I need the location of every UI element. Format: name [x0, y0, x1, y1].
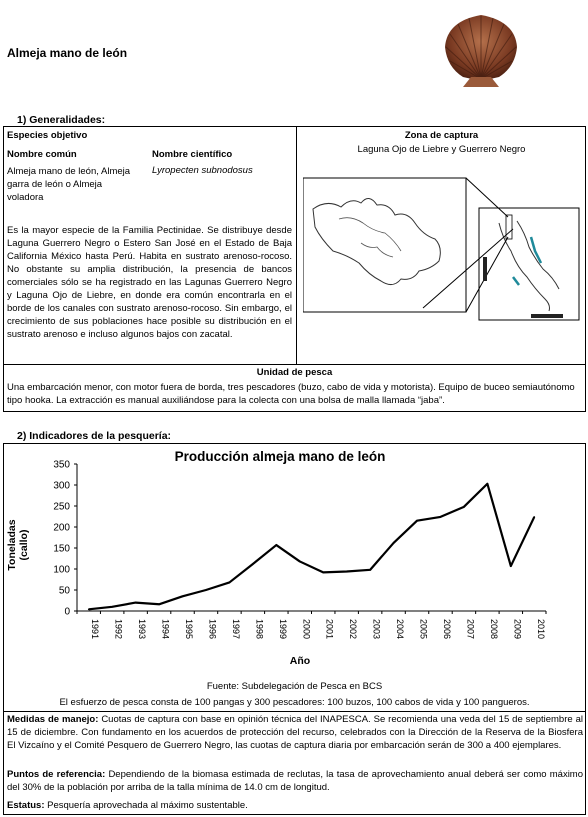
scallop-shell-image — [441, 7, 521, 89]
chart-x-axis-label: Año — [289, 655, 311, 667]
unit-label: Unidad de pesca — [256, 367, 333, 378]
chart-y-tick-label: 200 — [53, 522, 70, 534]
section-1-heading: 1) Generalidades: — [17, 114, 106, 126]
chart-data-point — [111, 606, 113, 608]
chart-y-tick-label: 250 — [53, 501, 70, 513]
source-note: Fuente: Subdelegación de Pesca en BCS — [206, 681, 383, 692]
species-label: Especies objetivo — [7, 130, 88, 141]
common-names: Almeja mano de león, Almeja garra de león o Almeja voladora — [7, 166, 131, 203]
reference-points-paragraph — [7, 768, 583, 794]
chart-data-point — [463, 506, 465, 508]
chart-x-tick-label: 1998 — [254, 619, 265, 640]
chart-x-tick-label: 2009 — [512, 619, 523, 640]
chart-x-tick-label: 2001 — [324, 619, 335, 640]
chart-data-point — [276, 544, 278, 546]
production-chart — [4, 444, 585, 676]
chart-data-point — [182, 596, 184, 598]
unit-text: Una embarcación menor, con motor fuera de borda, tres pescadores (buzo, cabo de vida y motorista). Equipo de buceo semiautónomo tipo hooka. La extracción es manual auxiliándose para la colecta con una bolsa de malla llamada “jaba”. — [7, 382, 575, 406]
estatus-label: Estatus: — [7, 800, 45, 811]
zone-label: Zona de captura — [404, 130, 479, 141]
chart-x-tick-label: 2006 — [441, 619, 452, 640]
chart-x-tick-label: 2005 — [418, 619, 429, 640]
puntos-label: Puntos de referencia: — [7, 769, 106, 780]
chart-data-point — [252, 563, 254, 565]
chart-x-tick-label: 1994 — [160, 619, 171, 640]
chart-data-point — [416, 520, 418, 522]
chart-x-tick-label: 2003 — [371, 619, 382, 640]
effort-note: El esfuerzo de pesca consta de 100 pangas y 300 pescadores: 100 buzos, 100 cabos de vida y 100 pangueros. — [59, 697, 530, 708]
chart-data-point — [510, 565, 512, 567]
medidas-label: Medidas de manejo: — [7, 714, 99, 725]
chart-x-tick-label: 2000 — [301, 619, 312, 640]
estatus-text: Pesquería aprovechada al máximo sustentable. — [44, 800, 248, 811]
management-paragraph — [7, 713, 583, 752]
puntos-text: Dependiendo de la biomasa estimada de reclutas, la tasa de aprovechamiento anual deberá ser como máximo del 30% de la población por arriba de la talla mínima de 14.0 cm de longitud. — [7, 769, 583, 793]
chart-data-point — [393, 542, 395, 544]
chart-data-point — [88, 609, 90, 611]
chart-y-axis-label: Toneladas (callo) — [6, 519, 30, 571]
scientific-name: Lyropecten subnodosus — [152, 165, 253, 176]
chart-data-point — [322, 572, 324, 574]
chart-x-tick-label: 1997 — [230, 619, 241, 640]
chart-x-tick-label: 1999 — [277, 619, 288, 640]
scientific-name-label: Nombre científico — [152, 149, 233, 160]
row-divider — [3, 364, 586, 365]
chart-x-tick-label: 1996 — [207, 619, 218, 640]
column-divider — [296, 126, 297, 365]
chart-title: Producción almeja mano de león — [174, 449, 386, 464]
chart-y-tick-label: 300 — [53, 480, 70, 492]
chart-y-tick-label: 100 — [53, 564, 70, 576]
capture-zone-map — [303, 177, 580, 327]
chart-x-tick-label: 2002 — [348, 619, 359, 640]
chart-x-tick-label: 1995 — [184, 619, 195, 640]
chart-x-tick-label: 2008 — [488, 619, 499, 640]
chart-data-point — [229, 582, 231, 584]
chart-data-point — [299, 561, 301, 563]
chart-y-tick-label: 350 — [53, 459, 70, 471]
medidas-text: Cuotas de captura con base en opinión técnica del INAPESCA. Se recomienda una veda del 15 de septiembre al 15 de diciembre. Con fundamento en los acuerdos de protección del recurso, celebrados con la Dirección de la Reserva de la Biosfera El Vizcaíno y el Comité Pesquero de Guerrero Negro, las cuotas de captura diaria por embarcación serán de 300 a 400 ejemplares. — [7, 714, 583, 751]
chart-x-tick-label: 1993 — [137, 619, 148, 640]
status-paragraph — [7, 799, 583, 812]
chart-y-tick-label: 150 — [53, 543, 70, 555]
chart-data-point — [369, 569, 371, 571]
chart-x-tick-label: 2007 — [465, 619, 476, 640]
chart-x-tick-label: 1991 — [90, 619, 101, 640]
species-description: Es la mayor especie de la Familia Pectinidae. Se distribuye desde Laguna Guerrero Negro o Estero San José en el Estado de Baja California México hasta Perú. Habita en sustrato arenoso-rocoso. No obstante su amplia distribución, la presencia de bancos comerciales sólo se ha registrado en las Lagunas Guerrero Negro y Laguna Ojo de Liebre, en donde era común encontrarla en el borde de los canales con sustrato arenoso-rocoso. Sin embargo, el crecimiento de sus poblaciones hace posible su distribución en el sustrato arenoso e incluso algunos bajos con zacatal. — [7, 225, 292, 340]
chart-x-tick-label: 2010 — [535, 619, 546, 640]
section-2-heading: 2) Indicadores de la pesquería: — [17, 430, 172, 442]
chart-data-point — [158, 603, 160, 605]
chart-data-point — [440, 516, 442, 518]
chart-y-tick-label: 50 — [58, 585, 70, 597]
chart-data-point — [135, 602, 137, 604]
chart-data-point — [346, 571, 348, 573]
page-title: Almeja mano de león — [7, 46, 128, 60]
chart-x-tick-label: 1992 — [113, 619, 124, 640]
chart-data-point — [487, 483, 489, 485]
chart-data-point — [205, 589, 207, 591]
chart-data-point — [533, 516, 535, 518]
zone-value: Laguna Ojo de Liebre y Guerrero Negro — [357, 144, 526, 155]
chart-x-tick-label: 2004 — [395, 619, 406, 640]
chart-y-tick-label: 0 — [64, 606, 70, 618]
chart-series-line — [89, 484, 535, 610]
common-name-label: Nombre común — [7, 149, 77, 160]
